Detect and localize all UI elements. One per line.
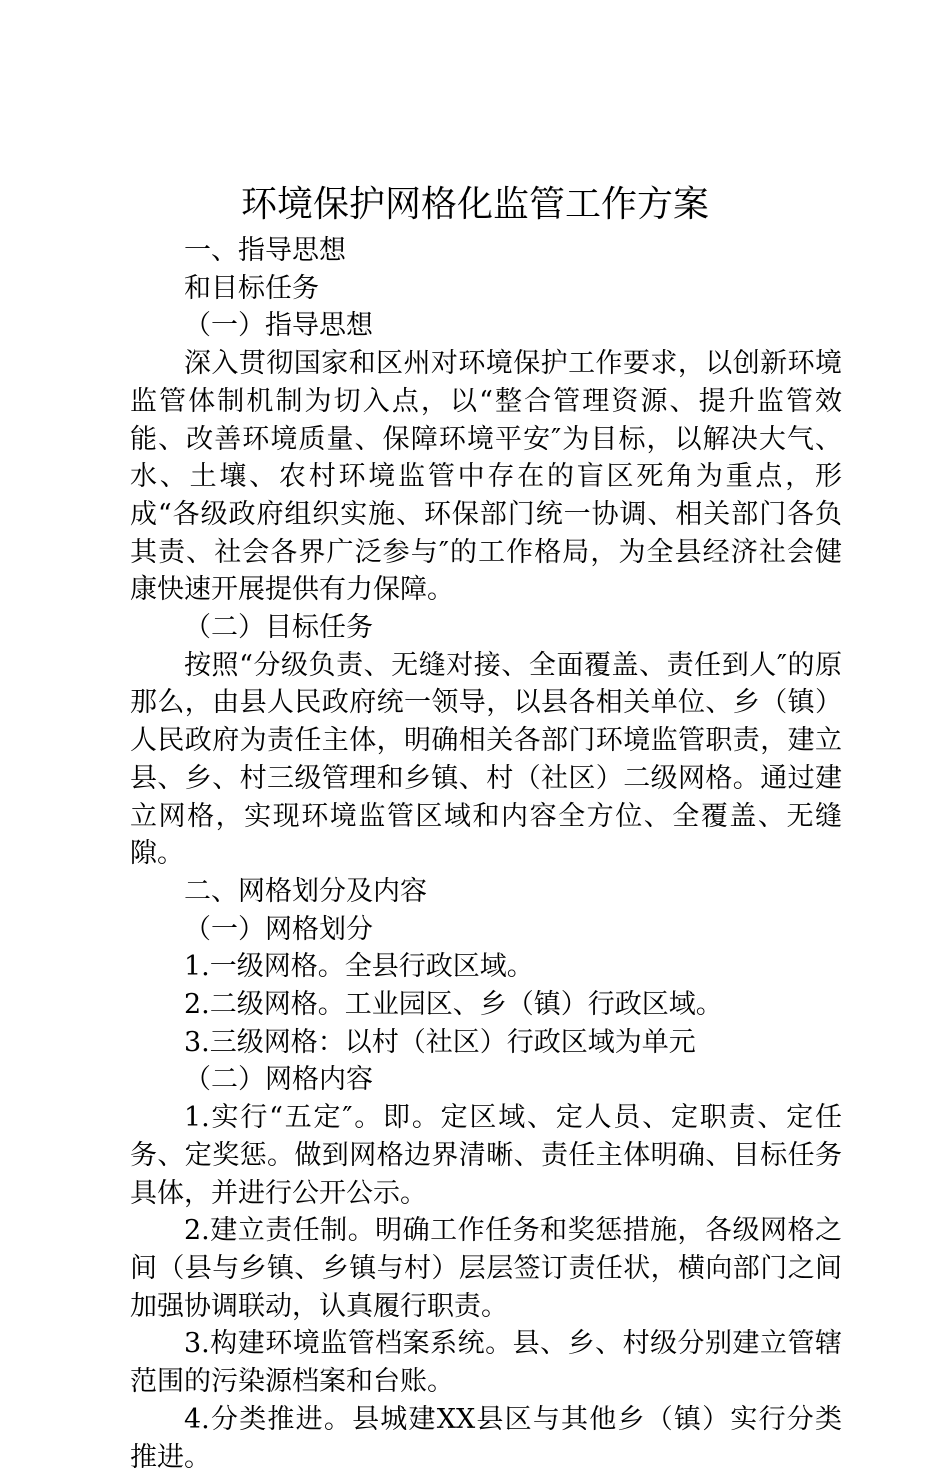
subsection-heading-target-tasks: （二）目标任务: [184, 612, 373, 644]
list-item-grid-level-1: 1.一级网格。全县行政区域。: [184, 951, 534, 983]
list-item-archive-system: 3.构建环境监管档案系统。县、乡、村级分别建立管辖范围的污染源档案和台账。: [130, 1328, 842, 1398]
subsection-heading-grid-content: （二）网格内容: [184, 1064, 373, 1096]
list-item-grid-level-3: 3.三级网格：以村（社区）行政区域为单元: [184, 1026, 696, 1058]
list-item-grid-level-2: 2.二级网格。工业园区、乡（镇）行政区域。: [184, 989, 723, 1021]
paragraph-guiding-thought: 深入贯彻国家和区州对环境保护工作要求，以创新环境监管体制机制为切入点，以“整合管理资源、提升监管效能、改善环境质量、保障环境平安″为目标，以解决大气、水、土壤、农村环境监管中存在的盲区死角为重点，形成“各级政府组织实施、环保部门统一协调、相关部门各负其责、社会各界广泛参与″的工作格局，为全县经济社会健康快速开展提供有力保障。: [130, 348, 842, 606]
subsection-heading-guiding-thought: （一）指导思想: [184, 310, 373, 342]
subsection-heading-grid-division: （一）网格划分: [184, 913, 373, 945]
section-heading-1-continued: 和目标任务: [184, 272, 319, 304]
section-heading-2: 二、网格划分及内容: [184, 875, 427, 907]
document-body: [130, 232, 842, 1476]
section-heading-1: 一、指导思想: [184, 235, 346, 266]
paragraph-target-tasks: 按照“分级负责、无缝对接、全面覆盖、责任到人″的原那么，由县人民政府统一领导，以县各相关单位、乡（镇）人民政府为责任主体，明确相关各部门环境监管职责，建立县、乡、村三级管理和乡镇、村（社区）二级网格。通过建立网格，实现环境监管区域和内容全方位、全覆盖、无缝隙。: [130, 649, 842, 870]
list-item-classified-advance: 4.分类推进。县城建XX县区与其他乡（镇）实行分类推进。: [130, 1403, 842, 1473]
list-item-five-fixed: 1.实行“五定″。即。定区域、定人员、定职责、定任务、定奖惩。做到网格边界清晰、责任主体明确、目标任务具体，并进行公开公示。: [130, 1102, 842, 1209]
list-item-responsibility-system: 2.建立责任制。明确工作任务和奖惩措施，各级网格之间（县与乡镇、乡镇与村）层层签订责任状，横向部门之间加强协调联动，认真履行职责。: [130, 1215, 842, 1322]
document-title: 环境保护网格化监管工作方案: [240, 184, 709, 225]
